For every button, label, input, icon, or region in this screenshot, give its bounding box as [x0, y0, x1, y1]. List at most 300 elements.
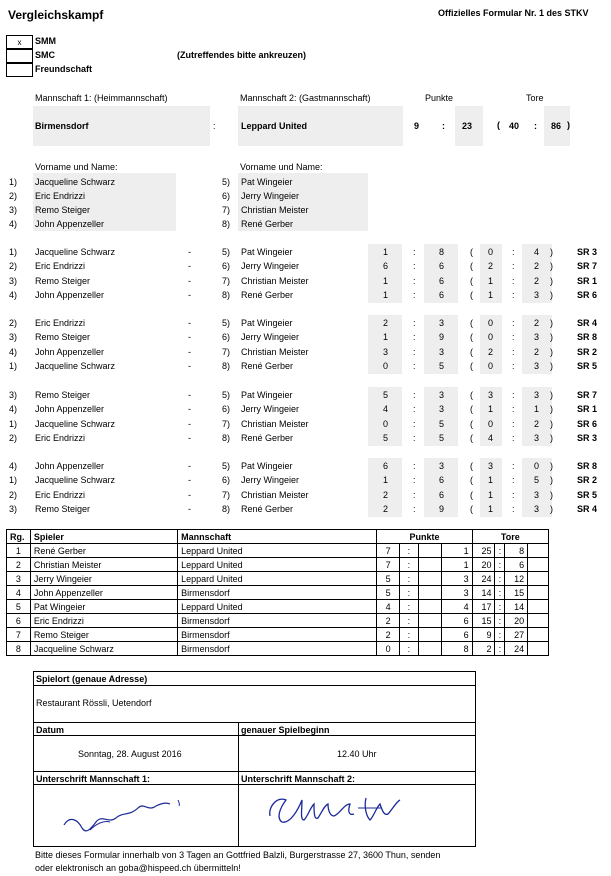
match-points-guest[interactable]: 5 [439, 432, 445, 443]
match-goals-home[interactable]: 0 [488, 332, 494, 343]
match-points-guest[interactable]: 6 [439, 261, 445, 272]
ranking-goals-for: 20 [472, 558, 495, 572]
ranking-points-lost: 3 [441, 586, 472, 600]
ranking-points-won: 2 [377, 628, 400, 642]
ranking-points-won: 5 [377, 586, 400, 600]
checkbox-freundschaft[interactable] [6, 63, 33, 77]
match-points-colon: : [413, 390, 416, 400]
match-goals-home[interactable]: 0 [488, 360, 494, 371]
match-referee: SR 6 [577, 289, 598, 300]
match-dash: - [188, 318, 191, 328]
match-goals-open-paren: ( [470, 318, 473, 328]
match-guest-number: 7) [222, 275, 231, 286]
match-dash: - [188, 332, 191, 343]
ranking-goals-colon: : [495, 572, 505, 586]
match-guest-number: 7) [222, 489, 231, 500]
ranking-goals-against: 8 [505, 544, 528, 558]
match-dash: - [188, 461, 191, 471]
ranking-goals-colon: : [495, 558, 505, 572]
form-number-label: Offizielles Formular Nr. 1 des STKV [438, 8, 589, 18]
match-points-guest[interactable]: 6 [439, 489, 445, 500]
match-goals-colon: : [512, 332, 515, 343]
match-goals-colon: : [512, 432, 515, 443]
match-referee: SR 7 [577, 261, 598, 272]
ranking-goals-against: 6 [505, 558, 528, 572]
signature-2-label: Unterschrift Mannschaft 2: [241, 774, 356, 784]
match-points-home[interactable]: 2 [383, 318, 389, 328]
guest-team-label: Mannschaft 2: (Gastmannschaft) [240, 93, 371, 103]
ranking-goals-colon: : [495, 642, 505, 656]
ranking-player: Pat Wingeier [30, 600, 177, 614]
match-home-number: 1) [9, 475, 18, 486]
ranking-row [7, 586, 549, 600]
match-points-guest[interactable]: 3 [439, 404, 445, 415]
ranking-points-spacer [418, 614, 441, 628]
ranking-player: René Gerber [30, 544, 177, 558]
signature-1-image[interactable] [60, 790, 190, 840]
ranking-team: Leppard United [178, 600, 377, 614]
ranking-points-won: 5 [377, 572, 400, 586]
match-points-guest[interactable]: 3 [439, 390, 445, 400]
match-goals-guest[interactable]: 3 [534, 390, 540, 400]
match-goals-home[interactable]: 1 [488, 404, 494, 415]
match-points-colon: : [413, 503, 416, 514]
match-points-guest[interactable]: 9 [439, 503, 445, 514]
footer-line-2: oder elektronisch an goba@hispeed.ch übermitteln! [35, 863, 241, 873]
match-goals-open-paren: ( [470, 390, 473, 400]
match-home-number: 4) [9, 404, 18, 415]
home-team-label: Mannschaft 1: (Heimmannschaft) [35, 93, 168, 103]
match-points-home[interactable]: 6 [383, 261, 389, 272]
match-dash: - [188, 418, 191, 429]
roster-home-number: 3) [9, 205, 18, 215]
match-points-guest[interactable]: 3 [439, 346, 445, 357]
match-dash: - [188, 261, 191, 272]
match-points-home[interactable]: 2 [383, 489, 389, 500]
match-referee: SR 8 [577, 461, 598, 471]
ranking-points-lost: 1 [441, 544, 472, 558]
match-goals-home[interactable]: 0 [488, 318, 494, 328]
ranking-points-lost: 6 [441, 628, 472, 642]
match-home-number: 1) [9, 418, 18, 429]
match-guest-player: René Gerber [241, 503, 294, 514]
ranking-player: Jerry Wingeier [30, 572, 177, 586]
ranking-rank: 5 [7, 600, 31, 614]
sig-top-divider [33, 771, 476, 772]
ranking-rank: 6 [7, 614, 31, 628]
ranking-rank: 1 [7, 544, 31, 558]
match-points-home[interactable]: 2 [383, 503, 389, 514]
ranking-goals-for: 25 [472, 544, 495, 558]
ranking-header-team: Mannschaft [178, 530, 377, 544]
match-home-number: 3) [9, 503, 18, 514]
roster-guest-name[interactable]: Jerry Wingeier [241, 191, 300, 201]
match-goals-guest[interactable]: 3 [534, 360, 540, 371]
roster-guest-name[interactable]: Christian Meister [241, 205, 309, 215]
ranking-points-lost: 1 [441, 558, 472, 572]
match-points-colon: : [413, 261, 416, 272]
ranking-goals-against: 12 [505, 572, 528, 586]
match-goals-guest[interactable]: 2 [534, 346, 540, 357]
match-goals-home[interactable]: 3 [488, 461, 494, 471]
match-goals-home[interactable]: 1 [488, 289, 494, 300]
match-home-number: 1) [9, 247, 18, 257]
match-goals-guest[interactable]: 1 [534, 404, 540, 415]
roster-home-number: 4) [9, 219, 18, 229]
match-points-home[interactable]: 1 [383, 275, 389, 286]
match-goals-home[interactable]: 2 [488, 346, 494, 357]
venue-value[interactable]: Restaurant Rössli, Uetendorf [36, 698, 152, 708]
footer-line-1: Bitte dieses Formular innerhalb von 3 Tagen an Gottfried Balzli, Burgerstrasse 27, 3600 Thun, senden [35, 850, 441, 860]
match-goals-colon: : [512, 261, 515, 272]
match-home-player: Remo Steiger [35, 332, 91, 343]
match-goals-home[interactable]: 1 [488, 503, 494, 514]
match-referee: SR 4 [577, 318, 598, 328]
ranking-rank: 3 [7, 572, 31, 586]
ranking-team: Birmensdorf [178, 586, 377, 600]
match-home-player: Eric Endrizzi [35, 489, 86, 500]
match-points-home[interactable]: 1 [383, 247, 389, 257]
match-points-home[interactable]: 3 [383, 346, 389, 357]
match-points-home[interactable]: 1 [383, 475, 389, 486]
match-home-player: Eric Endrizzi [35, 432, 86, 443]
ranking-team: Leppard United [178, 558, 377, 572]
roster-home-name[interactable]: Eric Endrizzi [35, 191, 86, 201]
ranking-points-won: 4 [377, 600, 400, 614]
match-goals-colon: : [512, 461, 515, 471]
total-points-guest[interactable]: 23 [462, 121, 473, 131]
match-points-colon: : [413, 275, 416, 286]
match-home-player: John Appenzeller [35, 346, 105, 357]
match-goals-guest[interactable]: 3 [534, 503, 540, 514]
home-team-name[interactable]: Birmensdorf [35, 121, 89, 131]
match-home-player: Remo Steiger [35, 503, 91, 514]
match-referee: SR 2 [577, 346, 598, 357]
match-dash: - [188, 390, 191, 400]
match-guest-player: Jerry Wingeier [241, 332, 300, 343]
match-home-number: 4) [9, 461, 18, 471]
match-goals-close-paren: ) [550, 332, 553, 343]
ranking-goals-colon: : [495, 586, 505, 600]
ranking-goals-for: 17 [472, 600, 495, 614]
match-points-home[interactable]: 4 [383, 404, 389, 415]
match-goals-guest[interactable]: 0 [534, 461, 540, 471]
ranking-points-lost: 8 [441, 642, 472, 656]
roster-home-name[interactable]: Remo Steiger [35, 205, 91, 215]
ranking-goals-colon: : [495, 544, 505, 558]
ranking-points-colon: : [400, 572, 419, 586]
match-goals-guest[interactable]: 4 [534, 247, 540, 257]
match-points-home[interactable]: 0 [383, 360, 389, 371]
match-guest-player: Christian Meister [241, 346, 309, 357]
ranking-rank: 4 [7, 586, 31, 600]
match-points-colon: : [413, 475, 416, 486]
match-dash: - [188, 503, 191, 514]
match-home-number: 1) [9, 360, 18, 371]
match-referee: SR 3 [577, 247, 598, 257]
ranking-goals-against: 24 [505, 642, 528, 656]
match-guest-player: René Gerber [241, 432, 294, 443]
match-referee: SR 1 [577, 404, 598, 415]
match-points-guest[interactable]: 3 [439, 461, 445, 471]
match-goals-colon: : [512, 390, 515, 400]
match-goals-guest[interactable]: 2 [534, 261, 540, 272]
match-guest-player: Christian Meister [241, 489, 309, 500]
match-points-guest[interactable]: 6 [439, 275, 445, 286]
match-guest-number: 7) [222, 418, 231, 429]
label-smc: SMC [35, 50, 55, 60]
match-home-player: Jacqueline Schwarz [35, 418, 116, 429]
guest-roster-label: Vorname und Name: [240, 162, 323, 172]
match-guest-number: 8) [222, 432, 231, 443]
match-points-colon: : [413, 418, 416, 429]
match-guest-player: Christian Meister [241, 418, 309, 429]
match-points-colon: : [413, 432, 416, 443]
goals-header: Tore [526, 93, 544, 103]
checkbox-smm[interactable]: x [6, 35, 33, 49]
ranking-goals-spacer [528, 628, 549, 642]
ranking-row [7, 642, 549, 656]
match-goals-guest[interactable]: 5 [534, 475, 540, 486]
date-label: Datum [36, 725, 65, 735]
match-dash: - [188, 489, 191, 500]
match-home-player: John Appenzeller [35, 461, 105, 471]
match-home-player: Jacqueline Schwarz [35, 247, 116, 257]
match-points-guest[interactable]: 5 [439, 418, 445, 429]
match-points-colon: : [413, 247, 416, 257]
match-points-colon: : [413, 404, 416, 415]
match-home-number: 3) [9, 332, 18, 343]
total-goals-home[interactable]: 40 [509, 121, 520, 131]
ranking-points-won: 7 [377, 558, 400, 572]
match-dash: - [188, 360, 191, 371]
roster-guest-number: 7) [222, 205, 231, 215]
match-goals-close-paren: ) [550, 289, 553, 300]
match-guest-player: Pat Wingeier [241, 247, 293, 257]
match-goals-open-paren: ( [470, 404, 473, 415]
match-dash: - [188, 289, 191, 300]
checkbox-smc[interactable] [6, 49, 33, 63]
match-goals-close-paren: ) [550, 318, 553, 328]
ranking-points-colon: : [400, 586, 419, 600]
ranking-points-spacer [418, 586, 441, 600]
match-goals-close-paren: ) [550, 360, 553, 371]
match-goals-guest[interactable]: 2 [534, 418, 540, 429]
match-goals-close-paren: ) [550, 275, 553, 286]
match-home-number: 2) [9, 261, 18, 272]
match-goals-guest[interactable]: 3 [534, 289, 540, 300]
roster-home-name[interactable]: John Appenzeller [35, 219, 105, 229]
date-value[interactable]: Sonntag, 28. August 2016 [78, 749, 182, 759]
guest-team-name[interactable]: Leppard United [241, 121, 308, 131]
match-guest-player: Jerry Wingeier [241, 404, 300, 415]
total-points-colon: : [442, 121, 445, 131]
match-home-number: 2) [9, 489, 18, 500]
roster-guest-name[interactable]: Pat Wingeier [241, 177, 293, 187]
ranking-goals-for: 9 [472, 628, 495, 642]
match-home-player: Remo Steiger [35, 275, 91, 286]
ranking-row [7, 572, 549, 586]
match-goals-colon: : [512, 404, 515, 415]
match-guest-player: Pat Wingeier [241, 390, 293, 400]
match-goals-home[interactable]: 2 [488, 261, 494, 272]
match-goals-colon: : [512, 475, 515, 486]
match-goals-home[interactable]: 0 [488, 418, 494, 429]
match-points-colon: : [413, 489, 416, 500]
match-referee: SR 1 [577, 275, 598, 286]
match-referee: SR 3 [577, 432, 598, 443]
venue-label: Spielort (genaue Adresse) [36, 674, 148, 684]
match-goals-guest[interactable]: 3 [534, 432, 540, 443]
match-points-guest[interactable]: 8 [439, 247, 445, 257]
match-points-guest[interactable]: 9 [439, 332, 445, 343]
match-points-home[interactable]: 6 [383, 461, 389, 471]
match-goals-colon: : [512, 318, 515, 328]
ranking-player: Jacqueline Schwarz [30, 642, 177, 656]
ranking-goals-colon: : [495, 600, 505, 614]
ranking-goals-against: 27 [505, 628, 528, 642]
match-goals-guest[interactable]: 2 [534, 275, 540, 286]
ranking-points-colon: : [400, 628, 419, 642]
match-points-guest[interactable]: 3 [439, 318, 445, 328]
match-referee: SR 2 [577, 475, 598, 486]
match-goals-close-paren: ) [550, 432, 553, 443]
ranking-points-colon: : [400, 558, 419, 572]
ranking-points-lost: 6 [441, 614, 472, 628]
venue-divider [33, 685, 476, 686]
match-goals-open-paren: ( [470, 332, 473, 343]
match-guest-number: 7) [222, 346, 231, 357]
match-referee: SR 5 [577, 360, 598, 371]
home-roster-label: Vorname und Name: [35, 162, 118, 172]
roster-guest-name[interactable]: René Gerber [241, 219, 294, 229]
ranking-points-spacer [418, 642, 441, 656]
match-points-colon: : [413, 346, 416, 357]
signature-1-label: Unterschrift Mannschaft 1: [36, 774, 151, 784]
total-goals-guest[interactable]: 86 [551, 121, 562, 131]
sig-label-divider [33, 784, 476, 785]
ranking-table [6, 529, 549, 656]
match-goals-home[interactable]: 1 [488, 475, 494, 486]
roster-guest-number: 6) [222, 191, 231, 201]
match-goals-colon: : [512, 360, 515, 371]
match-goals-colon: : [512, 346, 515, 357]
match-goals-close-paren: ) [550, 247, 553, 257]
match-guest-player: Pat Wingeier [241, 461, 293, 471]
ranking-row [7, 558, 549, 572]
ranking-points-colon: : [400, 544, 419, 558]
match-goals-colon: : [512, 247, 515, 257]
match-home-player: Jacqueline Schwarz [35, 475, 116, 486]
match-goals-open-paren: ( [470, 360, 473, 371]
match-points-colon: : [413, 332, 416, 343]
match-points-home[interactable]: 1 [383, 289, 389, 300]
ranking-goals-spacer [528, 544, 549, 558]
match-points-guest[interactable]: 6 [439, 289, 445, 300]
match-guest-number: 6) [222, 404, 231, 415]
match-points-home[interactable]: 5 [383, 390, 389, 400]
match-goals-open-paren: ( [470, 261, 473, 272]
ranking-header-row [7, 530, 549, 544]
match-points-home[interactable]: 5 [383, 432, 389, 443]
match-guest-number: 5) [222, 318, 231, 328]
total-goals-open-paren: ( [497, 120, 500, 130]
total-goals-close-paren: ) [567, 120, 570, 130]
roster-home-name[interactable]: Jacqueline Schwarz [35, 177, 116, 187]
ranking-goals-spacer [528, 572, 549, 586]
ranking-points-spacer [418, 600, 441, 614]
match-goals-guest[interactable]: 3 [534, 332, 540, 343]
match-points-guest[interactable]: 5 [439, 360, 445, 371]
match-goals-close-paren: ) [550, 390, 553, 400]
match-guest-player: Christian Meister [241, 275, 309, 286]
ranking-header-goals: Tore [472, 530, 548, 544]
match-guest-player: René Gerber [241, 360, 294, 371]
match-guest-number: 5) [222, 461, 231, 471]
signature-2-image[interactable] [262, 786, 412, 836]
match-guest-player: René Gerber [241, 289, 294, 300]
match-guest-number: 8) [222, 503, 231, 514]
match-dash: - [188, 432, 191, 443]
match-goals-close-paren: ) [550, 346, 553, 357]
match-dash: - [188, 275, 191, 286]
match-goals-guest[interactable]: 3 [534, 489, 540, 500]
ranking-goals-colon: : [495, 628, 505, 642]
match-goals-open-paren: ( [470, 346, 473, 357]
ranking-points-colon: : [400, 614, 419, 628]
match-home-number: 3) [9, 390, 18, 400]
match-points-colon: : [413, 289, 416, 300]
ranking-header-player: Spieler [30, 530, 177, 544]
ranking-points-spacer [418, 544, 441, 558]
match-goals-colon: : [512, 503, 515, 514]
label-smm: SMM [35, 36, 56, 46]
match-goals-home[interactable]: 1 [488, 489, 494, 500]
total-points-home[interactable]: 9 [414, 121, 420, 131]
date-top-divider [33, 722, 476, 723]
ranking-row [7, 614, 549, 628]
ranking-points-spacer [418, 572, 441, 586]
match-goals-colon: : [512, 418, 515, 429]
ranking-rank: 8 [7, 642, 31, 656]
match-goals-colon: : [512, 275, 515, 286]
match-goals-close-paren: ) [550, 261, 553, 272]
match-goals-home[interactable]: 1 [488, 275, 494, 286]
match-referee: SR 4 [577, 503, 598, 514]
match-dash: - [188, 404, 191, 415]
ranking-goals-against: 20 [505, 614, 528, 628]
ranking-team: Birmensdorf [178, 642, 377, 656]
match-goals-guest[interactable]: 2 [534, 318, 540, 328]
ranking-goals-spacer [528, 600, 549, 614]
match-points-guest[interactable]: 6 [439, 475, 445, 486]
match-goals-close-paren: ) [550, 418, 553, 429]
match-home-number: 2) [9, 432, 18, 443]
match-points-home[interactable]: 1 [383, 332, 389, 343]
match-points-home[interactable]: 0 [383, 418, 389, 429]
match-goals-open-paren: ( [470, 247, 473, 257]
match-goals-home[interactable]: 4 [488, 432, 494, 443]
ranking-player: John Appenzeller [30, 586, 177, 600]
ranking-team: Leppard United [178, 544, 377, 558]
match-goals-close-paren: ) [550, 404, 553, 415]
match-guest-number: 6) [222, 332, 231, 343]
ranking-points-won: 0 [377, 642, 400, 656]
match-guest-number: 8) [222, 360, 231, 371]
match-goals-home[interactable]: 0 [488, 247, 494, 257]
match-goals-home[interactable]: 3 [488, 390, 494, 400]
start-value[interactable]: 12.40 Uhr [337, 749, 377, 759]
